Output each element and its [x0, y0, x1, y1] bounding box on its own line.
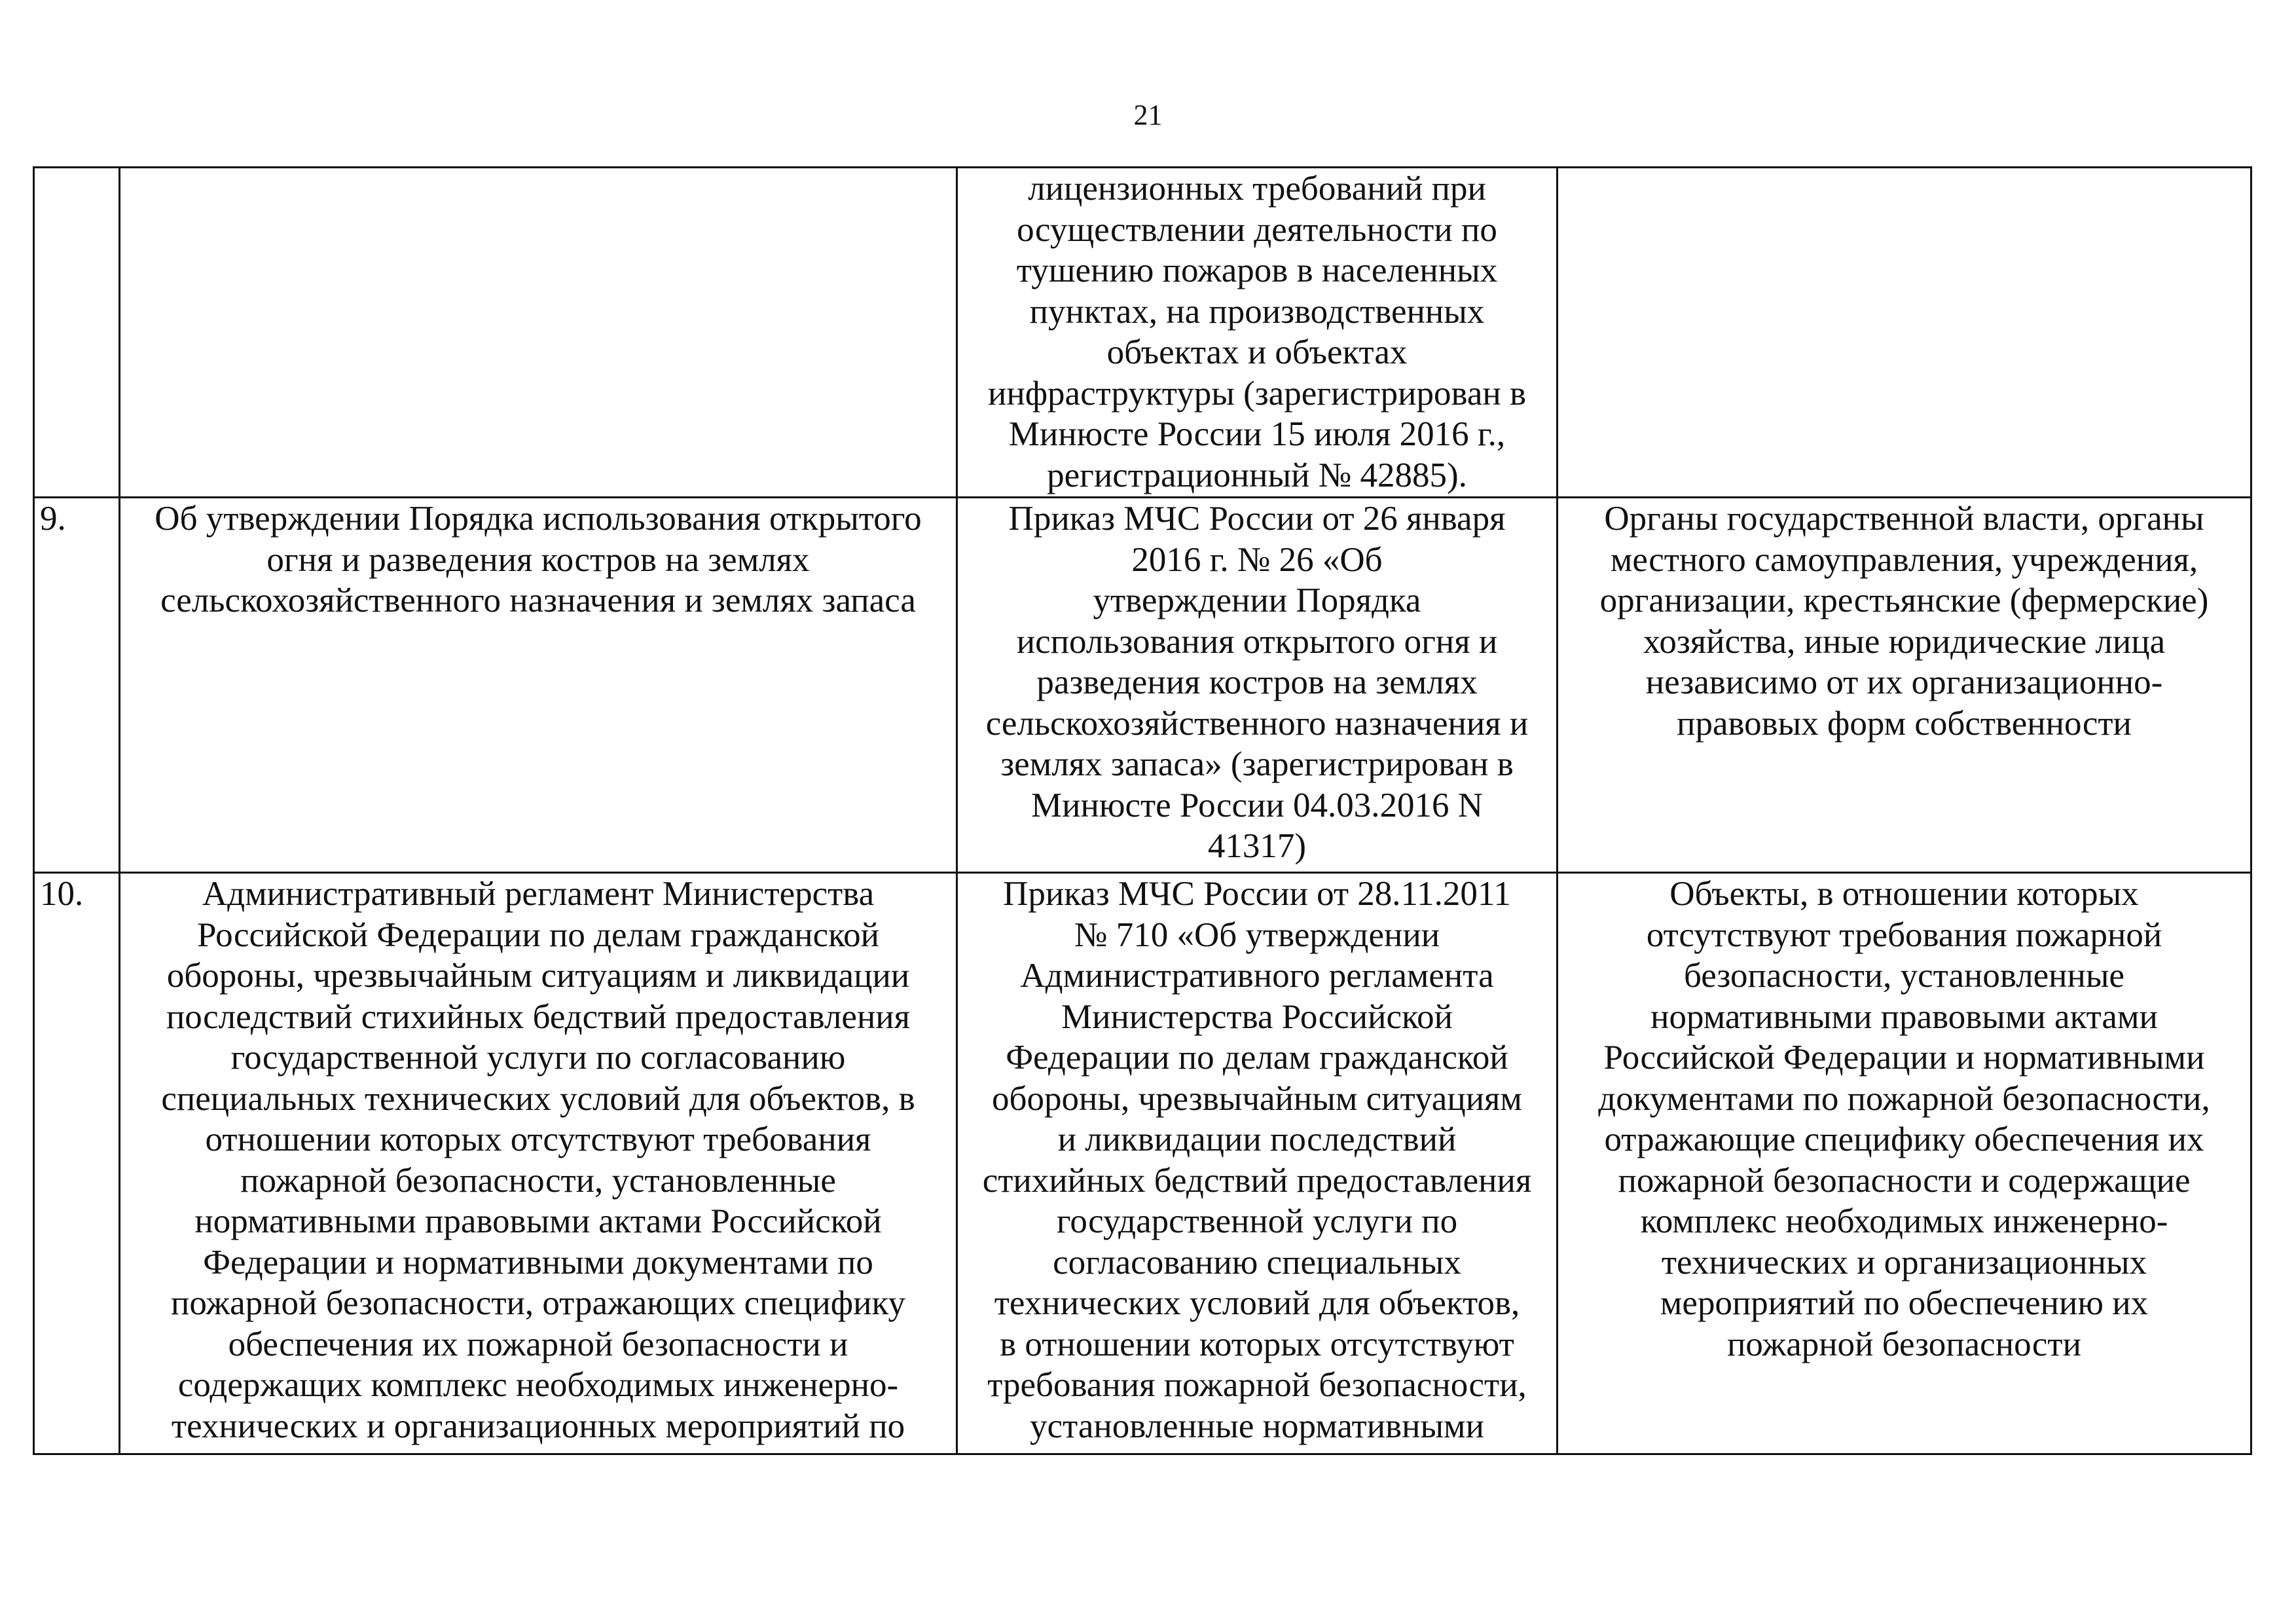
- text-line: огня и разведения костров на землях: [266, 540, 810, 579]
- text-line: № 710 «Об утверждении: [1074, 915, 1440, 954]
- text-line: утверждении Порядка: [1093, 581, 1421, 619]
- cell-act: [957, 498, 1558, 873]
- text-line: осуществлении деятельности по: [1017, 210, 1497, 249]
- text-line: пожарной безопасности, отражающих специфику: [170, 1284, 905, 1322]
- text-line: сельскохозяйственного назначения и землях запаса: [160, 581, 916, 619]
- text-line: согласованию специальных: [1053, 1243, 1461, 1282]
- text-line: Министерства Российской: [1061, 997, 1453, 1036]
- text-line: хозяйства, иные юридические лица: [1643, 622, 2166, 661]
- text-line: стихийных бедствий предоставления: [982, 1161, 1532, 1200]
- text-line: Приказ МЧС России от 26 января: [1008, 500, 1506, 538]
- cell-act: [957, 873, 1558, 1454]
- text-line: требования пожарной безопасности,: [987, 1366, 1527, 1404]
- text-line: Минюсте России 04.03.2016 N: [1031, 786, 1483, 824]
- text-line: технических условий для объектов,: [994, 1284, 1520, 1322]
- text-line: Приказ МЧС России от 28.11.2011: [1003, 875, 1511, 913]
- text-line: правовых форм собственности: [1677, 704, 2132, 743]
- text-line: пунктах, на производственных: [1029, 292, 1485, 331]
- text-line: обороны, чрезвычайным ситуациям и ликвидации: [166, 957, 910, 995]
- table-row: [34, 498, 2251, 873]
- text-line: независимо от их организационно-: [1645, 663, 2163, 701]
- text-line: установленные нормативными: [1030, 1407, 1484, 1445]
- text-line: местного самоуправления, учреждения,: [1610, 540, 2198, 579]
- text-line: Российской Федерации по делам гражданской: [196, 915, 880, 954]
- row-number: 10.: [34, 873, 120, 1454]
- text-line: комплекс необходимых инженерно-: [1640, 1202, 2168, 1240]
- text-line: отношении которых отсутствуют требования: [205, 1120, 871, 1158]
- text-line: нормативными правовыми актами Российской: [194, 1202, 882, 1240]
- text-line: в отношении которых отсутствуют: [1000, 1325, 1514, 1363]
- text-line: и ликвидации последствий: [1057, 1120, 1457, 1158]
- text-line: технических и организационных мероприятий по: [171, 1407, 905, 1445]
- text-line: Российской Федерации и нормативными: [1603, 1039, 2205, 1077]
- text-line: Органы государственной власти, органы: [1604, 500, 2204, 538]
- text-line: лицензионных требований при: [1028, 170, 1486, 208]
- text-line: землях запаса» (зарегистрирован в: [1000, 745, 1514, 783]
- text-line: мероприятий по обеспечению их: [1660, 1284, 2149, 1322]
- text-line: технических и организационных: [1661, 1243, 2147, 1282]
- text-line: 2016 г. № 26 «Об: [1131, 540, 1383, 579]
- text-line: государственной услуги по: [1056, 1202, 1458, 1240]
- text-line: отражающие специфику обеспечения их: [1604, 1120, 2204, 1158]
- text-line: 41317): [1207, 827, 1307, 865]
- row-number: [34, 168, 120, 498]
- text-line: Объекты, в отношении которых: [1669, 875, 2139, 913]
- cell-name: [120, 498, 957, 873]
- text-line: последствий стихийных бедствий предоставления: [166, 997, 911, 1036]
- text-line: Об утверждении Порядка использования открытого: [155, 500, 922, 538]
- text-line: тушению пожаров в населенных: [1016, 251, 1498, 289]
- text-line: Федерации и нормативными документами по: [203, 1243, 873, 1282]
- page-number: 21: [1133, 99, 1163, 131]
- cell-name: [120, 168, 957, 498]
- cell-name: [120, 873, 957, 1454]
- cell-subjects: [1558, 873, 2251, 1454]
- text-line: Административный регламент Министерства: [202, 875, 875, 913]
- text-line: Федерации по делам гражданской: [1006, 1039, 1508, 1077]
- text-line: безопасности, установленные: [1683, 957, 2125, 995]
- text-line: государственной услуги по согласованию: [230, 1039, 846, 1077]
- text-line: Административного регламента: [1020, 957, 1494, 995]
- text-line: пожарной безопасности: [1727, 1325, 2081, 1363]
- text-line: регистрационный № 42885).: [1047, 456, 1467, 494]
- cell-subjects: [1558, 498, 2251, 873]
- text-line: содержащих комплекс необходимых инженерно-: [177, 1366, 899, 1404]
- text-line: сельскохозяйственного назначения и: [985, 704, 1529, 743]
- table-row: [34, 873, 2251, 1454]
- text-line: обеспечения их пожарной безопасности и: [228, 1325, 848, 1363]
- text-line: нормативными правовыми актами: [1650, 997, 2158, 1036]
- table-row: [34, 168, 2251, 498]
- regulations-table: [33, 166, 2252, 1455]
- text-line: пожарной безопасности, установленные: [240, 1161, 836, 1200]
- cell-subjects: [1558, 168, 2251, 498]
- text-line: разведения костров на землях: [1036, 663, 1478, 701]
- text-line: документами по пожарной безопасности,: [1598, 1079, 2210, 1118]
- text-line: обороны, чрезвычайным ситуациям: [992, 1079, 1522, 1118]
- text-line: объектах и объектах: [1106, 333, 1408, 371]
- text-line: использования открытого огня и: [1016, 622, 1498, 661]
- text-line: Минюсте России 15 июля 2016 г.,: [1008, 415, 1506, 453]
- text-line: пожарной безопасности и содержащие: [1618, 1161, 2191, 1200]
- row-number: 9.: [34, 498, 120, 873]
- text-line: инфраструктуры (зарегистрирован в: [987, 374, 1527, 413]
- text-line: специальных технических условий для объектов, в: [161, 1079, 915, 1118]
- cell-act: [957, 168, 1558, 498]
- text-line: организации, крестьянские (фермерские): [1599, 581, 2209, 619]
- text-line: отсутствуют требования пожарной: [1646, 915, 2162, 954]
